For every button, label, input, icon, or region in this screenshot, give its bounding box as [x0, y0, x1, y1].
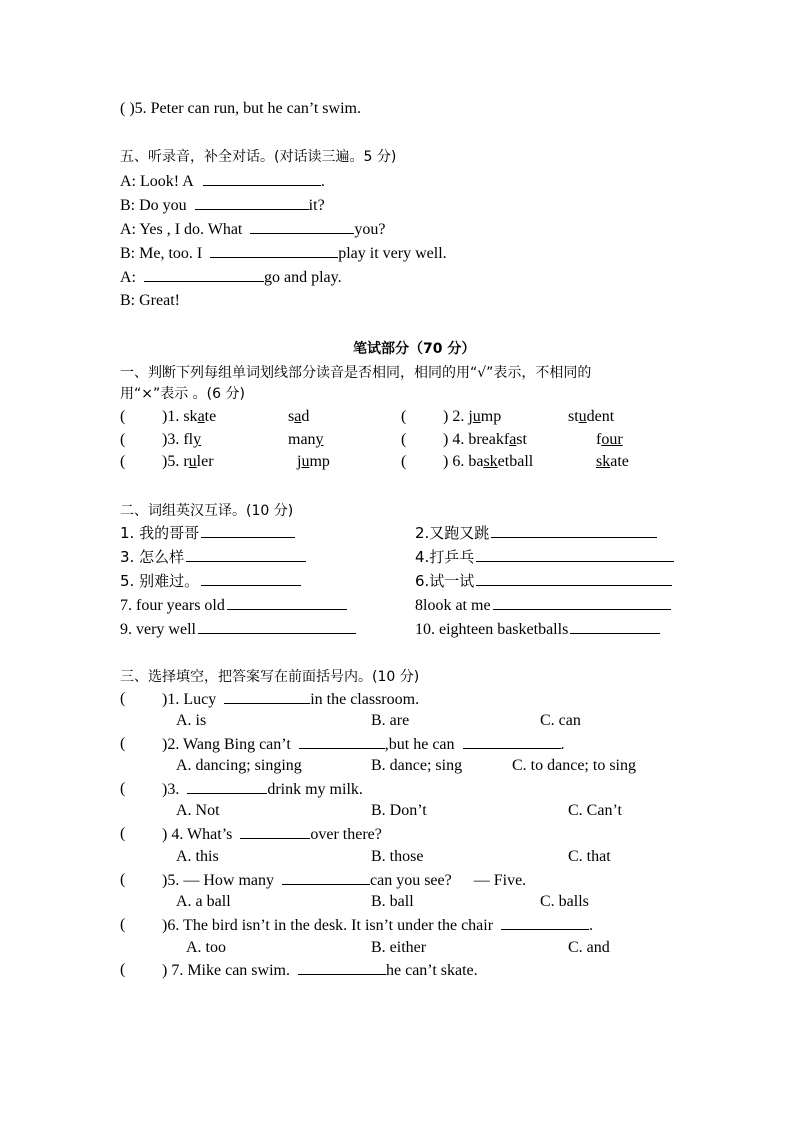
answer-blank[interactable] [186, 546, 306, 562]
paren-q6: ( [120, 916, 126, 933]
phonics-word-3 [443, 451, 533, 473]
word-part: )3. fl [162, 431, 194, 448]
word-part: te [204, 408, 217, 425]
dialog-text: A: Look! A [120, 173, 193, 190]
question-text: over there? [310, 826, 382, 843]
word-part: ate [610, 453, 629, 470]
answer-blank[interactable] [227, 594, 347, 610]
option-2c: C. to dance; to sing [512, 757, 636, 774]
option-5b: B. ball [371, 893, 414, 910]
question-5 [162, 869, 526, 892]
dialog-line-5 [120, 266, 342, 288]
phonics-word-1 [162, 406, 216, 428]
underlined-part: u [301, 453, 310, 470]
paren: ( [120, 453, 126, 470]
word-part: dent [586, 408, 615, 425]
question-text: drink my milk. [267, 781, 363, 798]
translation-prompt: 9. very well [120, 621, 196, 638]
translation-item [415, 618, 660, 641]
question-text: ) 4. What’s [162, 826, 233, 843]
section-1-title-line1: 一、判断下列每组单词划线部分读音是否相同，相同的用“√”表示，不相同的 [120, 365, 592, 381]
question-text: )1. Lucy [162, 691, 217, 708]
word-part: )1. sk [162, 408, 198, 425]
option-5a: A. a ball [176, 893, 231, 910]
paren-q7: ( [120, 961, 126, 978]
paren-q4: ( [120, 825, 126, 842]
paren: ( [120, 431, 126, 448]
word-part: ) 4. breakf [443, 431, 510, 448]
answer-blank[interactable] [144, 266, 264, 282]
answer-blank[interactable] [210, 242, 338, 258]
answer-blank[interactable] [224, 688, 310, 704]
dialog-line-1 [120, 170, 325, 192]
translation-prompt: 2.又跑又跳 [415, 524, 490, 542]
answer-blank[interactable] [463, 733, 561, 749]
translation-prompt: 3. 怎么样 [120, 548, 185, 566]
underlined-part: u [578, 408, 587, 425]
underlined-part: a [294, 408, 302, 425]
question-text: )3. [162, 781, 180, 798]
phonics-word-1 [162, 429, 201, 451]
translation-item [415, 570, 672, 593]
section-1-title-line2: 用“×”表示 。(6 分) [120, 386, 245, 402]
word-part: ) 6. ba [443, 453, 484, 470]
word-part: d [301, 408, 310, 425]
translation-item [415, 522, 657, 545]
translation-prompt: 8look at me [415, 597, 491, 614]
word-part: )5. r [162, 453, 189, 470]
option-4b: B. those [371, 848, 424, 865]
phonics-word-4 [596, 451, 629, 473]
word-part: st [568, 408, 579, 425]
option-1b: B. are [371, 712, 410, 729]
word-part: mp [480, 408, 502, 425]
option-2b: B. dance; sing [371, 757, 463, 774]
answer-blank[interactable] [240, 823, 310, 839]
dialog-line-4 [120, 242, 447, 264]
dialog-text: A: Yes , I do. What [120, 221, 243, 238]
question-1 [162, 688, 419, 711]
answer-blank[interactable] [201, 522, 295, 538]
paren: ( [401, 408, 407, 425]
option-1c: C. can [540, 712, 581, 729]
answer-blank[interactable] [476, 546, 674, 562]
translation-prompt: 1. 我的哥哥 [120, 524, 200, 542]
phonics-word-2 [288, 429, 324, 451]
option-2a: A. dancing; singing [176, 757, 302, 774]
answer-blank[interactable] [493, 594, 671, 610]
option-5c: C. balls [540, 893, 589, 910]
question-text: can you see? [369, 872, 452, 889]
word-part: ) 2. j [443, 408, 473, 425]
word-part: mp [309, 453, 330, 470]
question-text: )2. Wang Bing can’t [162, 736, 291, 753]
answer-blank[interactable] [282, 869, 370, 885]
answer-blank[interactable] [501, 914, 589, 930]
phonics-word-4 [596, 429, 623, 451]
phonics-word-4 [568, 406, 614, 428]
question-2 [162, 733, 565, 756]
paren: ( [401, 431, 407, 448]
phonics-word-1 [162, 451, 214, 473]
option-3b: B. Don’t [371, 802, 427, 819]
option-4c: C. that [568, 848, 611, 865]
dialog-text: B: Me, too. I [120, 245, 203, 262]
underlined-part: a [197, 408, 205, 425]
dialog-text: B: Do you [120, 197, 187, 214]
answer-blank[interactable] [187, 778, 267, 794]
question-3 [162, 778, 363, 801]
answer-blank[interactable] [203, 170, 321, 186]
translation-item [120, 618, 415, 641]
question-text: )6. The bird isn’t in the desk. It isn’t under the chair [162, 917, 494, 934]
dialog-text: . [320, 173, 325, 190]
paren: ( [401, 453, 407, 470]
phonics-word-3 [443, 429, 527, 451]
answer-blank[interactable] [476, 570, 672, 586]
word-part: st [516, 431, 527, 448]
answer-blank[interactable] [198, 618, 356, 634]
option-3a: A. Not [176, 802, 220, 819]
translation-prompt: 7. four years old [120, 597, 225, 614]
word-part: man [288, 431, 316, 448]
option-6c: C. and [568, 939, 610, 956]
word-part: f [596, 431, 602, 448]
translation-item [120, 570, 415, 593]
answer-blank[interactable] [195, 194, 309, 210]
section-5-title: 五、听录音，补全对话。(对话读三遍。5 分) [120, 149, 397, 165]
dialog-text: play it very well. [338, 245, 447, 262]
option-6b: B. either [371, 939, 427, 956]
question-text: . [589, 917, 594, 934]
paren: ( [120, 408, 126, 425]
underlined-part: y [193, 431, 202, 448]
word-part: s [288, 408, 295, 425]
underlined-part: sk [596, 453, 611, 470]
word-part: etball [497, 453, 534, 470]
question-text: in the classroom. [310, 691, 420, 708]
option-1a: A. is [176, 712, 207, 729]
question-text: )5. — How many [162, 872, 274, 889]
written-part-title: 笔试部分（70 分） [353, 341, 476, 357]
translation-prompt: 10. eighteen basketballs [415, 621, 569, 638]
question-6 [162, 914, 593, 937]
dialog-line-3 [120, 218, 385, 240]
question-7 [162, 959, 478, 982]
section-2-title: 二、词组英汉互译。(10 分) [120, 503, 294, 519]
option-3c: C. Can’t [568, 802, 622, 819]
underlined-part: sk [483, 453, 498, 470]
underlined-part: our [601, 431, 623, 448]
option-4a: A. this [176, 848, 219, 865]
phonics-word-2 [297, 451, 330, 473]
translation-item [415, 546, 674, 569]
option-6a: A. too [186, 939, 226, 956]
section-3-title: 三、选择填空，把答案写在前面括号内。(10 分) [120, 669, 420, 685]
question-text: ) 7. Mike can swim. [162, 962, 290, 979]
underlined-part: u [472, 408, 481, 425]
translation-item [120, 522, 415, 545]
dialog-text: you? [354, 221, 386, 238]
phonics-word-2 [288, 406, 309, 428]
paren-q2: ( [120, 735, 126, 752]
dialog-line-6: B: Great! [120, 292, 180, 309]
translation-item [120, 594, 415, 617]
paren-q3: ( [120, 780, 126, 797]
answer-blank[interactable] [201, 570, 301, 586]
answer-blank[interactable] [298, 959, 386, 975]
translation-prompt: 6.试一试 [415, 572, 475, 590]
question-text: he can’t skate. [385, 962, 478, 979]
answer-blank[interactable] [570, 618, 660, 634]
answer-blank[interactable] [299, 733, 385, 749]
paren-q1: ( [120, 690, 126, 707]
answer-blank[interactable] [250, 218, 354, 234]
question-text: — Five. [473, 872, 527, 889]
question-text: . [560, 736, 565, 753]
underlined-part: a [509, 431, 517, 448]
dialog-text: go and play. [264, 269, 342, 286]
item-5-peter: ( )5. Peter can run, but he can’t swim. [120, 100, 361, 117]
dialog-line-2 [120, 194, 325, 216]
translation-item [415, 594, 671, 617]
translation-prompt: 4.打乒乓 [415, 548, 475, 566]
word-part: ler [196, 453, 214, 470]
phonics-word-3 [443, 406, 501, 428]
word-part: j [297, 453, 302, 470]
translation-item [120, 546, 415, 569]
underlined-part: u [188, 453, 197, 470]
question-4 [162, 823, 382, 846]
underlined-part: y [315, 431, 324, 448]
answer-blank[interactable] [491, 522, 657, 538]
dialog-text: it? [308, 197, 325, 214]
question-text: ,but he can [384, 736, 455, 753]
dialog-text: A: [120, 269, 136, 286]
paren-q5: ( [120, 871, 126, 888]
translation-prompt: 5. 别难过。 [120, 572, 200, 590]
